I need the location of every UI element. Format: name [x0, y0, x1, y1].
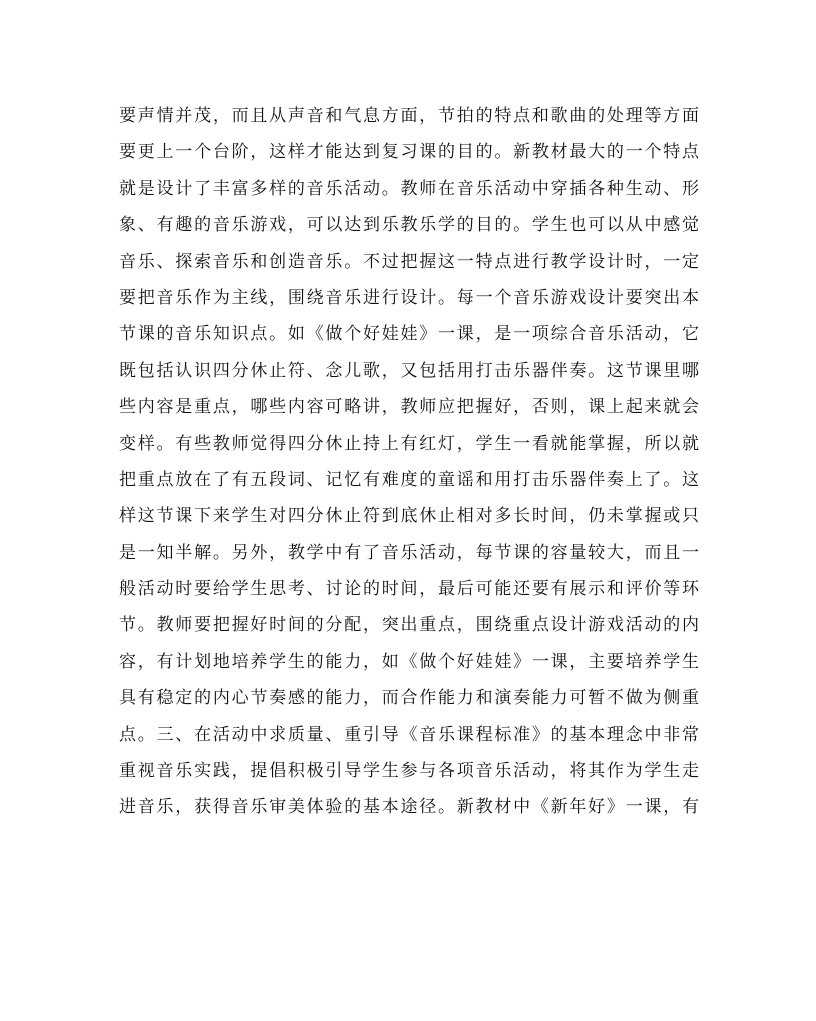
text-line: 象、有趣的音乐游戏，可以达到乐教乐学的目的。学生也可以从中感觉: [119, 215, 699, 236]
text-line: 要把音乐作为主线，围绕音乐进行设计。每一个音乐游戏设计要突出本: [119, 287, 699, 308]
text-line: 就是设计了丰富多样的音乐活动。教师在音乐活动中穿插各种生动、形: [119, 178, 699, 199]
text-line: 样这节课下来学生对四分休止符到底休止相对多长时间，仍未掌握或只: [119, 506, 699, 527]
text-line: 是一知半解。另外，教学中有了音乐活动，每节课的容量较大，而且一: [119, 542, 699, 563]
text-line: 音乐、探索音乐和创造音乐。不过把握这一特点进行教学设计时，一定: [119, 251, 699, 272]
text-line: 把重点放在了有五段词、记忆有难度的童谣和用打击乐器伴奏上了。这: [119, 469, 699, 490]
text-line: 要更上一个台阶，这样才能达到复习课的目的。新教材最大的一个特点: [119, 142, 699, 163]
text-line: 进音乐，获得音乐审美体验的基本途径。新教材中《新年好》一课，有: [119, 797, 699, 818]
text-line: 节课的音乐知识点。如《做个好娃娃》一课，是一项综合音乐活动，它: [119, 324, 699, 345]
text-line: 节。教师要把握好时间的分配，突出重点，围绕重点设计游戏活动的内: [119, 615, 699, 636]
body-text: [119, 98, 699, 826]
text-line: 容，有计划地培养学生的能力，如《做个好娃娃》一课，主要培养学生: [119, 651, 699, 672]
text-line: 既包括认识四分休止符、念儿歌，又包括用打击乐器伴奏。这节课里哪: [119, 360, 699, 381]
text-line: 要声情并茂，而且从声音和气息方面，节拍的特点和歌曲的处理等方面: [119, 106, 699, 126]
text-line: 些内容是重点，哪些内容可略讲，教师应把握好，否则，课上起来就会: [119, 397, 699, 418]
text-line: 般活动时要给学生思考、讨论的时间，最后可能还要有展示和评价等环: [119, 579, 699, 600]
text-line: 变样。有些教师觉得四分休止持上有红灯，学生一看就能掌握，所以就: [119, 433, 699, 454]
text-line: 具有稳定的内心节奏感的能力，而合作能力和演奏能力可暂不做为侧重: [119, 688, 699, 709]
text-line: 重视音乐实践，提倡积极引导学生参与各项音乐活动，将其作为学生走: [119, 761, 699, 782]
text-line: 点。三、在活动中求质量、重引导《音乐课程标准》的基本理念中非常: [119, 724, 699, 745]
